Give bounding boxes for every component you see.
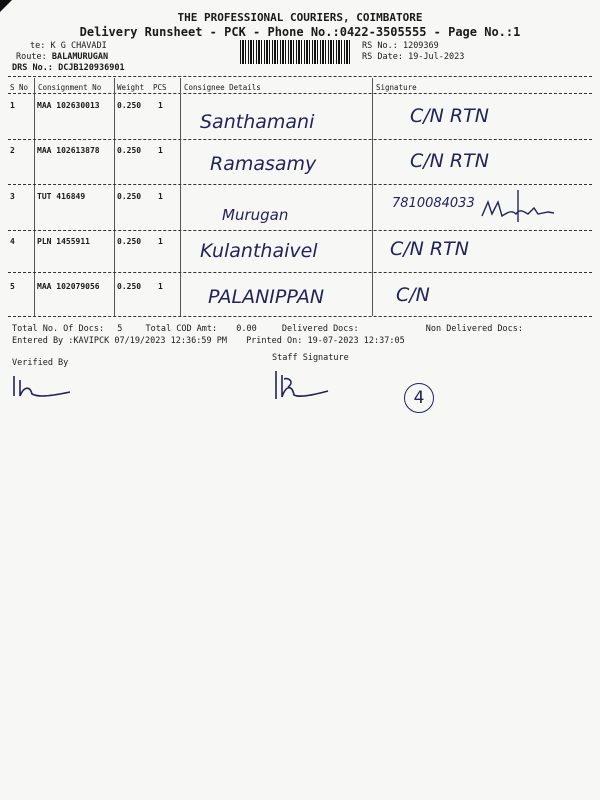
header-consignee: Consignee Details	[184, 83, 261, 92]
company-title: THE PROFESSIONAL COURIERS, COIMBATORE	[177, 11, 423, 24]
row-weight: 0.250	[117, 237, 142, 246]
header-pcs: PCS	[153, 83, 167, 92]
cod-label: Total COD Amt:	[145, 324, 218, 334]
route-label: Route:	[16, 52, 47, 62]
col-divider	[180, 78, 181, 316]
row-signature-scribble	[478, 188, 558, 228]
row-rule	[8, 230, 592, 231]
row-sno: 5	[10, 282, 15, 291]
staff-signature-label: Staff Signature	[272, 353, 349, 363]
table-top-rule	[8, 76, 592, 77]
delivered-label: Delivered Docs:	[281, 324, 359, 334]
row-pcs: 1	[158, 146, 163, 155]
row-consignee-handwriting: Murugan	[222, 206, 289, 224]
row-weight: 0.250	[117, 282, 142, 291]
row-consignment: PLN 1455911	[37, 237, 90, 246]
entered-by: Entered By :KAVIPCK 07/19/2023 12:36:59 PM	[12, 336, 227, 346]
row-sno: 1	[10, 101, 15, 110]
row-weight: 0.250	[117, 192, 142, 201]
row-weight: 0.250	[117, 101, 142, 110]
row-signature-handwriting: C/N RTN	[410, 150, 489, 172]
verified-by-signature	[10, 372, 74, 402]
row-sno: 2	[10, 146, 15, 155]
col-divider	[34, 78, 35, 316]
entry-line	[12, 336, 405, 346]
table-bottom-rule	[8, 316, 592, 317]
header-consignment: Consignment No	[38, 83, 102, 92]
drs-value: DCJB120936901	[58, 63, 125, 73]
rs-date-line	[362, 52, 464, 62]
row-rule	[8, 139, 592, 140]
cod-value: 0.00	[236, 324, 257, 334]
drs-label: DRS No.:	[12, 63, 53, 73]
verified-by-label: Verified By	[12, 358, 69, 368]
row-consignment: MAA 102613878	[37, 146, 100, 155]
col-divider	[114, 78, 115, 316]
row-rule	[8, 184, 592, 185]
row-consignee-handwriting: Santhamani	[200, 111, 315, 133]
header-signature: Signature	[376, 83, 417, 92]
non-delivered-label: Non Delivered Docs:	[425, 324, 524, 334]
row-consignment: MAA 102079056	[37, 282, 100, 291]
row-signature-handwriting: C/N RTN	[410, 105, 489, 127]
row-pcs: 1	[158, 192, 163, 201]
rs-no-value: 1209369	[402, 41, 439, 51]
row-pcs: 1	[158, 282, 163, 291]
barcode	[240, 40, 352, 64]
route-line	[16, 52, 108, 62]
site-label: te:	[30, 41, 46, 51]
total-docs-label: Total No. Of Docs:	[12, 324, 105, 334]
route-value: BALAMURUGAN	[51, 52, 109, 62]
row-sno: 3	[10, 192, 15, 201]
col-divider	[372, 78, 373, 316]
rs-no-label: RS No.:	[362, 41, 398, 51]
total-docs-value: 5	[117, 324, 123, 334]
circled-count: 4	[404, 383, 434, 413]
rs-date-label: RS Date:	[362, 52, 403, 62]
totals-line	[12, 324, 523, 334]
site-line	[30, 41, 107, 51]
printed-on: Printed On: 19-07-2023 12:37:05	[246, 336, 405, 346]
row-consignment: TUT 416849	[37, 192, 86, 201]
staff-signature	[270, 367, 334, 403]
row-consignment: MAA 102630013	[37, 101, 100, 110]
row-pcs: 1	[158, 101, 163, 110]
rs-no-line	[362, 41, 439, 51]
row-consignee-handwriting: Kulanthaivel	[200, 240, 318, 262]
row-weight: 0.250	[117, 146, 142, 155]
header-weight: Weight	[117, 83, 145, 92]
row-consignee-handwriting: Ramasamy	[210, 153, 317, 175]
row-rule	[8, 272, 592, 273]
rs-date-value: 19-Jul-2023	[408, 52, 465, 62]
header-sno: S No	[10, 83, 29, 92]
row-sno: 4	[10, 237, 15, 246]
runsheet-subtitle: Delivery Runsheet - PCK - Phone No.:0422-3505555 - Page No.:1	[79, 25, 521, 39]
row-consignee-handwriting: PALANIPPAN	[208, 286, 325, 308]
table-header-rule	[8, 93, 592, 94]
row-signature-handwriting: 7810084033	[392, 196, 475, 211]
drs-line	[12, 63, 125, 73]
row-signature-handwriting: C/N	[396, 284, 430, 306]
site-value: K G CHAVADI	[50, 41, 107, 51]
row-pcs: 1	[158, 237, 163, 246]
row-signature-handwriting: C/N RTN	[390, 238, 469, 260]
